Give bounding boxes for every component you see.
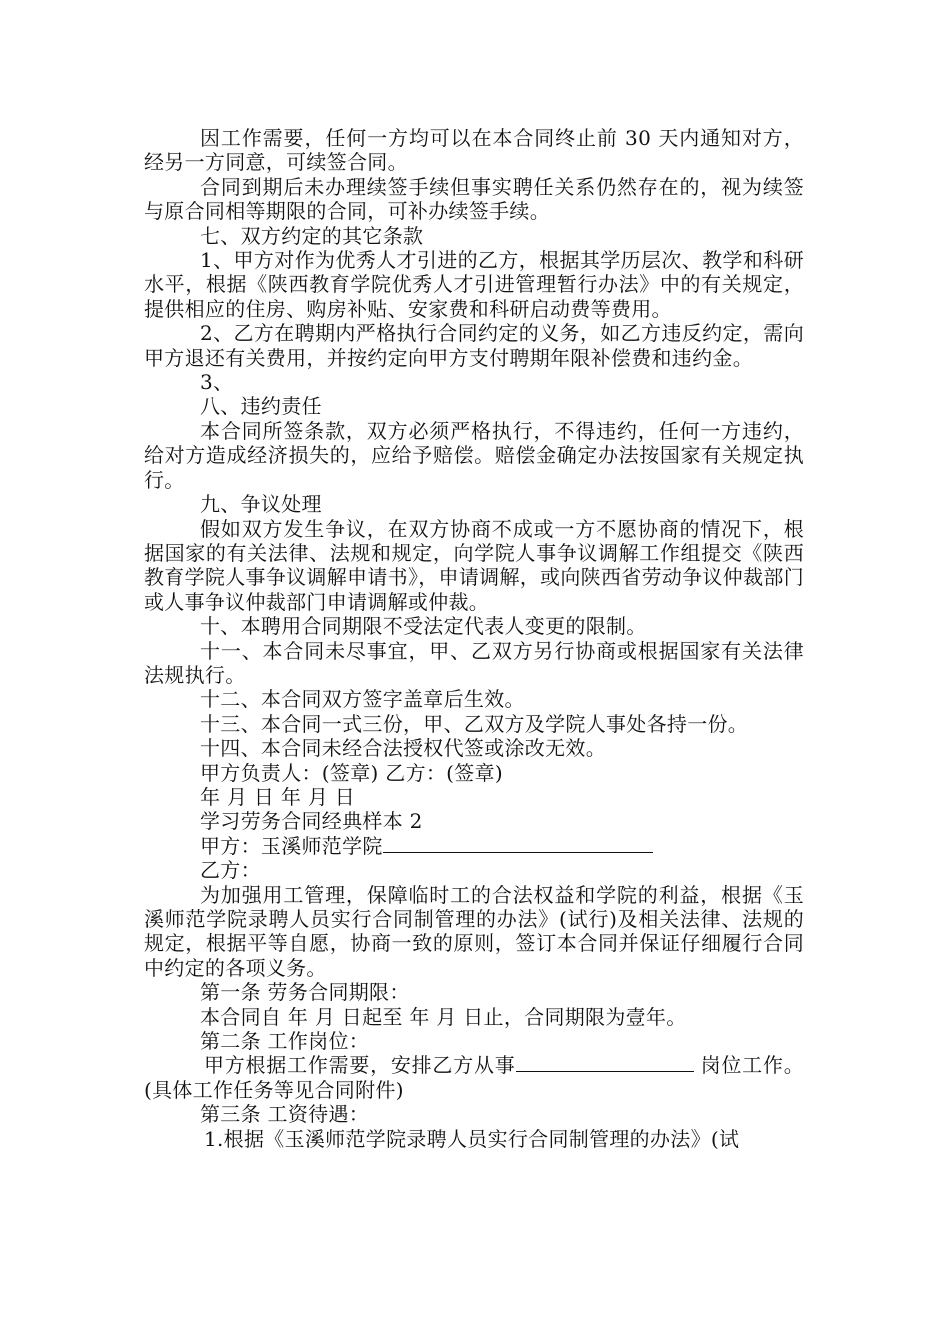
clause-fourteen: 十四、本合同未经合法授权代签或涂改无效。 (200, 736, 606, 761)
paragraph-implicit-renewal: 合同到期后未办理续签手续但事实聘任关系仍然存在的，视为续签与原合同相等期限的合同，可补办续签手续。 (144, 174, 804, 224)
signature-line: 甲方负责人：(签章) 乙方：(签章) (200, 760, 503, 785)
section-heading-liability: 八、违约责任 (200, 394, 322, 419)
clause-eleven: 十一、本合同未尽事宜，甲、乙双方另行协商或根据国家有关法律法规执行。 (144, 638, 804, 687)
position-blank (516, 1053, 694, 1072)
party-a-blank (383, 834, 653, 853)
party-b-line: 乙方： (200, 858, 261, 883)
paragraph-renewal-notice: 因工作需要，任何一方均可以在本合同终止前 30 天内通知对方，经另一方同意，可续签合同。 (144, 126, 804, 175)
article-2-title: 第二条 工作岗位： (200, 1029, 370, 1054)
article-2-text (144, 1053, 804, 1102)
clause-breach-refund: 2、乙方在聘期内严格执行合同约定的义务，如乙方违反约定，需向甲方退还有关费用，并按约定向甲方支付聘期年限补偿费和违约金。 (144, 321, 804, 370)
paragraph-liability: 本合同所签条款，双方必须严格执行，不得违约，任何一方违约，给对方造成经济损失的，应给予赔偿。赔偿金确定办法按国家有关规定执行。 (144, 418, 804, 492)
clause-ten: 十、本聘用合同期限不受法定代表人变更的限制。 (200, 614, 647, 639)
clause-twelve: 十二、本合同双方签字盖章后生效。 (200, 687, 525, 712)
article-2-text-before: 甲方根据工作需要，安排乙方从事 (204, 1053, 516, 1078)
party-a-line (144, 834, 804, 858)
article-1-text: 本合同自 年 月 日起至 年 月 日止，合同期限为壹年。 (200, 1004, 687, 1029)
article-3-title: 第三条 工资待遇： (200, 1102, 370, 1127)
section-heading-other-terms: 七、双方约定的其它条款 (200, 223, 424, 248)
paragraph-dispute: 假如双方发生争议，在双方协商不成或一方不愿协商的情况下，根据国家的有关法律、法规和规定，向学院人事争议调解工作组提交《陕西教育学院人事争议调解申请书》，申请调解，或向陕西省劳动争议仲裁部门或人事争议仲裁部门申请调解或仲裁。 (144, 516, 804, 614)
article-2-text-after: 岗位工作。(具体工作任务等见合同附件) (144, 1053, 804, 1102)
article-1-title: 第一条 劳务合同期限： (200, 980, 410, 1005)
party-a-label: 甲方：玉溪师范学院 (200, 833, 383, 858)
document-body (144, 126, 804, 1151)
sample-title: 学习劳务合同经典样本 2 (200, 809, 423, 834)
article-3-item-1: 1.根据《玉溪师范学院录聘人员实行合同制管理的办法》(试 (204, 1126, 740, 1151)
clause-talent-benefits: 1、甲方对作为优秀人才引进的乙方，根据其学历层次、教学和科研水平，根据《陕西教育学院优秀人才引进管理暂行办法》中的有关规定，提供相应的住房、购房补贴、安家费和科研启动费等费用。 (144, 248, 804, 321)
section-heading-dispute: 九、争议处理 (200, 492, 322, 517)
clause-thirteen: 十三、本合同一式三份，甲、乙双方及学院人事处各持一份。 (200, 711, 749, 736)
date-line: 年 月 日 年 月 日 (200, 784, 356, 809)
preamble: 为加强用工管理，保障临时工的合法权益和学院的利益，根据《玉溪师范学院录聘人员实行合同制管理的办法》(试行)及相关法律、法规的规定，根据平等自愿，协商一致的原则，签订本合同并保证仔细履行合同中约定的各项义务。 (144, 882, 804, 980)
clause-3-empty: 3、 (200, 370, 234, 395)
